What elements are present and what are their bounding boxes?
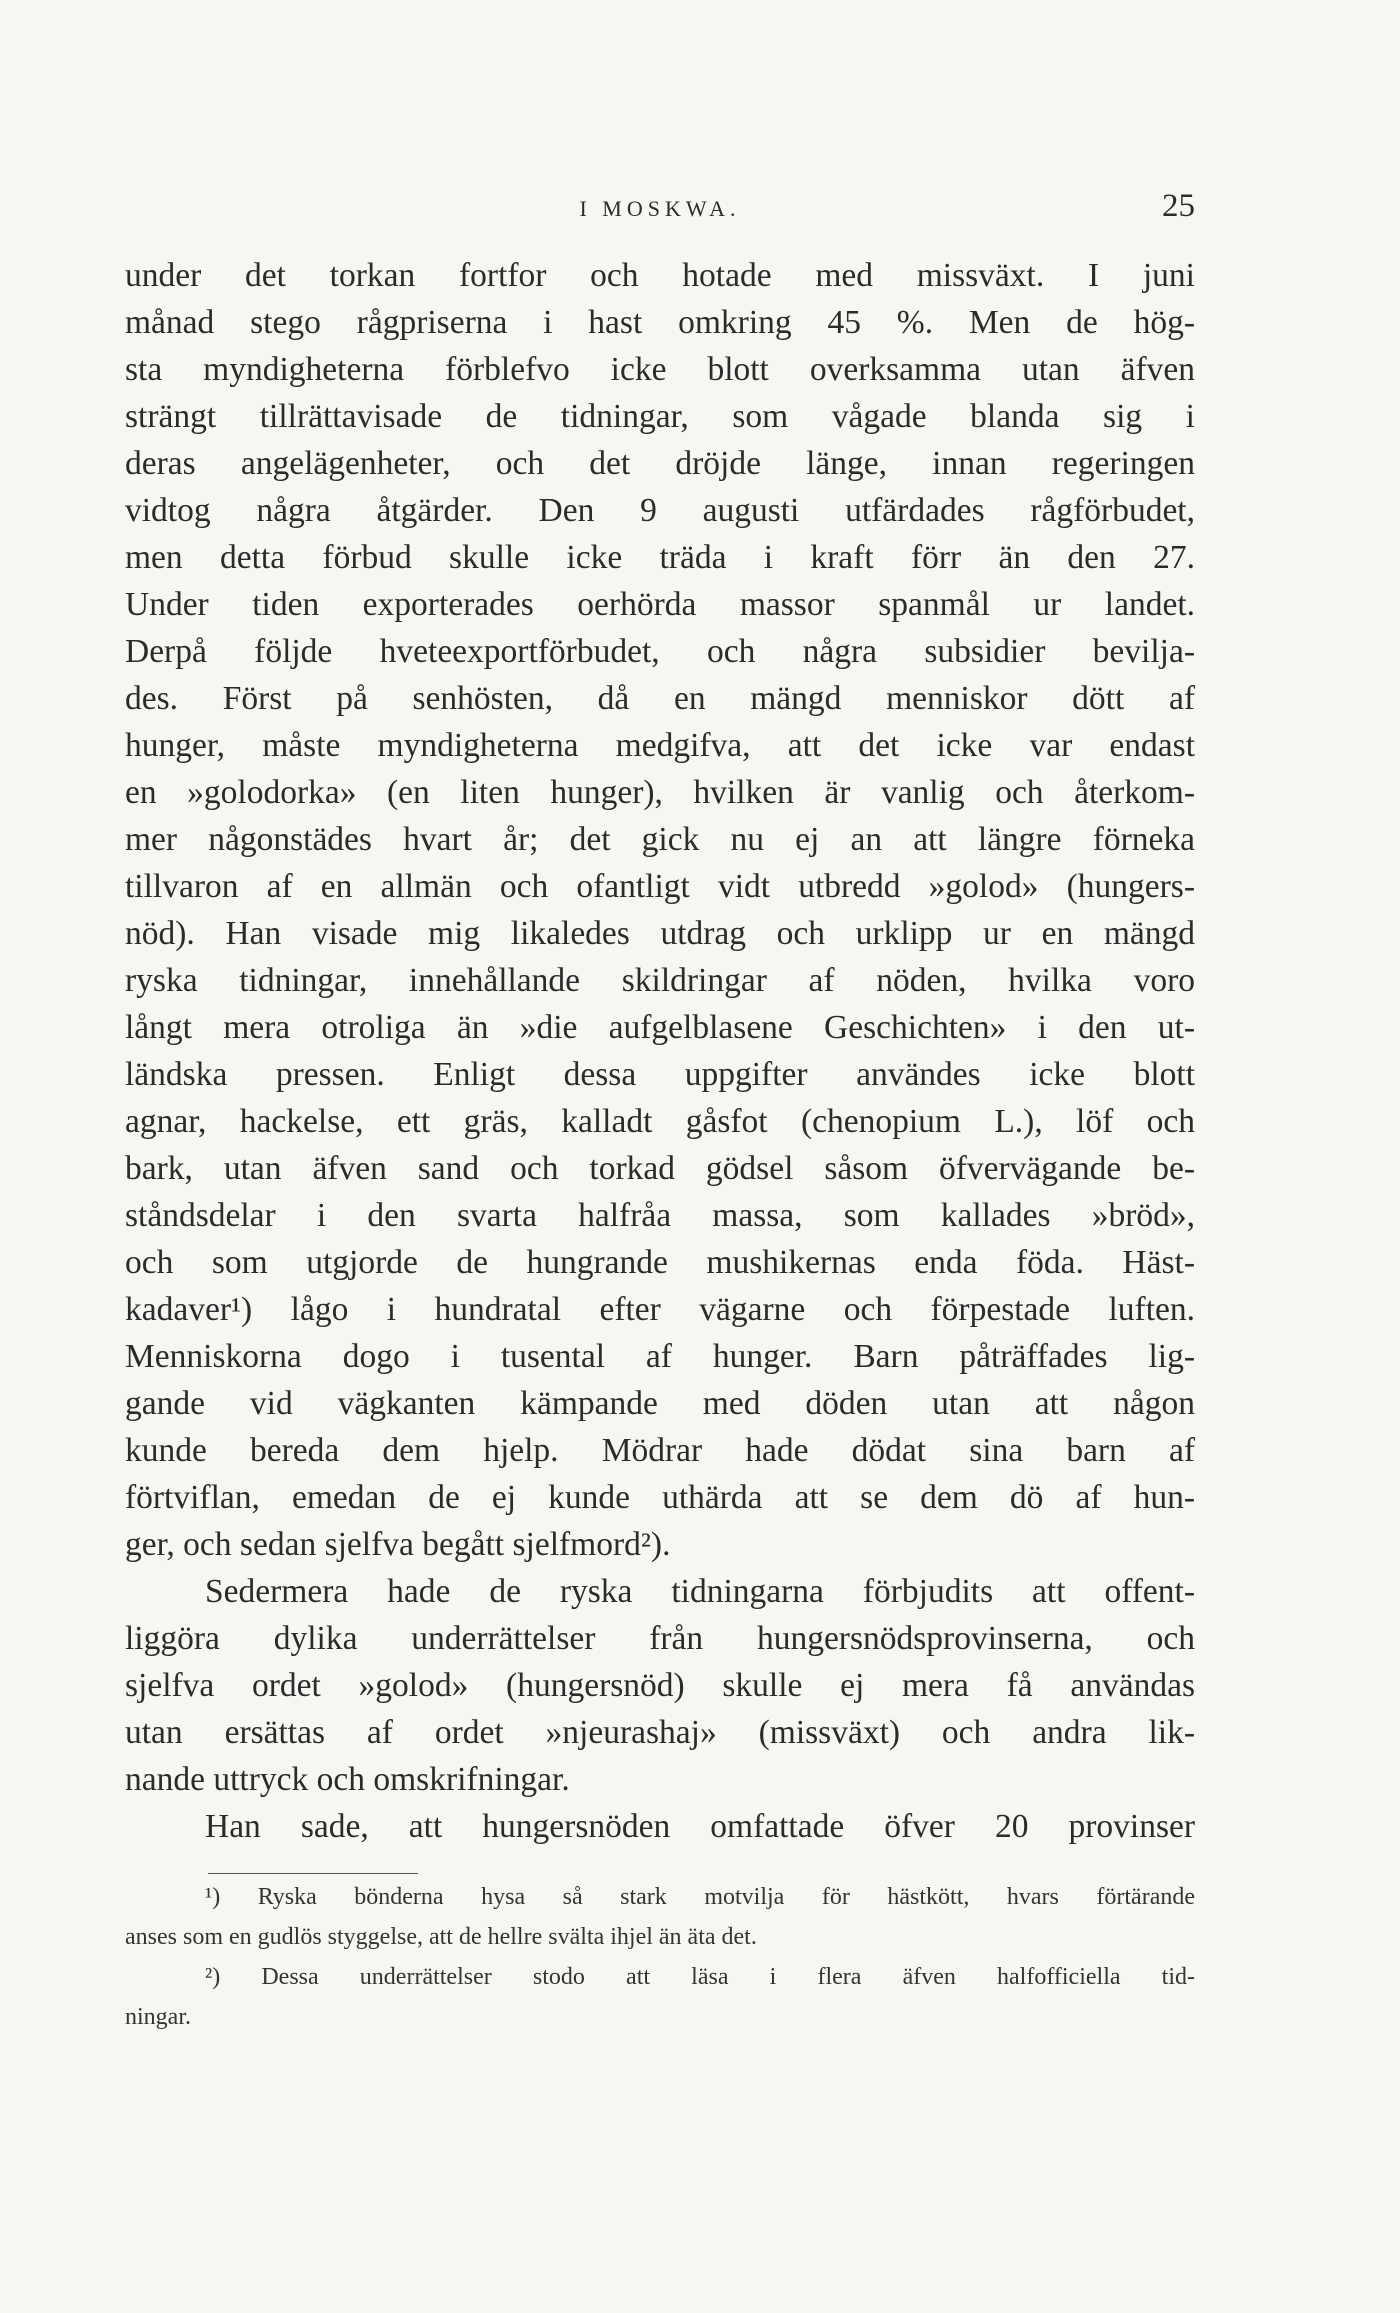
- body-line: hunger, måste myndigheterna medgifva, att det icke var endast: [125, 727, 1195, 764]
- body-line: Under tiden exporterades oerhörda massor spanmål ur landet.: [125, 586, 1195, 623]
- body-line: gande vid vägkanten kämpande med döden utan att någon: [125, 1385, 1195, 1422]
- body-line: sjelfva ordet »golod» (hungersnöd) skulle ej mera få användas: [125, 1667, 1195, 1704]
- body-line: kadaver¹) lågo i hundratal efter vägarne och förpestade luften.: [125, 1291, 1195, 1328]
- body-line: nande uttryck och omskrifningar.: [125, 1761, 570, 1798]
- body-line: långt mera otroliga än »die aufgelblasene Geschichten» i den ut-: [125, 1009, 1195, 1046]
- body-line: under det torkan fortfor och hotade med missväxt. I juni: [125, 257, 1195, 294]
- body-line: ger, och sedan sjelfva begått sjelfmord²).: [125, 1526, 671, 1563]
- body-line: des. Först på senhösten, då en mängd menniskor dött af: [125, 680, 1195, 717]
- body-line: ståndsdelar i den svarta halfråa massa, som kallades »bröd»,: [125, 1197, 1195, 1234]
- body-line: utan ersättas af ordet »njeurashaj» (missväxt) och andra lik-: [125, 1714, 1195, 1751]
- body-line: månad stego rågpriserna i hast omkring 45 %. Men de hög-: [125, 304, 1195, 341]
- body-line: sta myndigheterna förblefvo icke blott overksamma utan äfven: [125, 351, 1195, 388]
- body-line: tillvaron af en allmän och ofantligt vidt utbredd »golod» (hungers-: [125, 868, 1195, 905]
- body-line: bark, utan äfven sand och torkad gödsel såsom öfvervägande be-: [125, 1150, 1195, 1187]
- body-line: strängt tillrättavisade de tidningar, som vågade blanda sig i: [125, 398, 1195, 435]
- footnote-line: ²) Dessa underrättelser stodo att läsa i flera äfven halfofficiella tid-: [205, 1964, 1195, 1990]
- footnote-line: ningar.: [125, 2004, 191, 2030]
- body-line: Han sade, att hungersnöden omfattade öfver 20 provinser: [205, 1808, 1195, 1845]
- body-line: agnar, hackelse, ett gräs, kalladt gåsfot (chenopium L.), löf och: [125, 1103, 1195, 1140]
- body-line: en »golodorka» (en liten hunger), hvilken är vanlig och återkom-: [125, 774, 1195, 811]
- body-line: nöd). Han visade mig likaledes utdrag och urklipp ur en mängd: [125, 915, 1195, 952]
- footnote-line: anses som en gudlös styggelse, att de hellre svälta ihjel än äta det.: [125, 1924, 757, 1950]
- body-line: men detta förbud skulle icke träda i kraft förr än den 27.: [125, 539, 1195, 576]
- page-header: [125, 188, 1195, 228]
- body-line: vidtog några åtgärder. Den 9 augusti utfärdades rågförbudet,: [125, 492, 1195, 529]
- body-line: Derpå följde hveteexportförbudet, och några subsidier bevilja-: [125, 633, 1195, 670]
- body-line: förtviflan, emedan de ej kunde uthärda att se dem dö af hun-: [125, 1479, 1195, 1516]
- body-line: liggöra dylika underrättelser från hungersnödsprovinserna, och: [125, 1620, 1195, 1657]
- footnote-divider: [208, 1873, 418, 1874]
- running-title: I MOSKWA.: [579, 196, 741, 221]
- body-line: deras angelägenheter, och det dröjde länge, innan regeringen: [125, 445, 1195, 482]
- body-line: mer någonstädes hvart år; det gick nu ej an att längre förneka: [125, 821, 1195, 858]
- body-line: ryska tidningar, innehållande skildringar af nöden, hvilka voro: [125, 962, 1195, 999]
- body-line: kunde bereda dem hjelp. Mödrar hade dödat sina barn af: [125, 1432, 1195, 1469]
- footnote-line: ¹) Ryska bönderna hysa så stark motvilja för hästkött, hvars förtärande: [205, 1884, 1195, 1910]
- body-line: Sedermera hade de ryska tidningarna förbjudits att offent-: [205, 1573, 1195, 1610]
- page-number: 25: [1162, 188, 1195, 224]
- body-line: ländska pressen. Enligt dessa uppgifter användes icke blott: [125, 1056, 1195, 1093]
- body-line: Menniskorna dogo i tusental af hunger. Barn påträffades lig-: [125, 1338, 1195, 1375]
- body-line: och som utgjorde de hungrande mushikernas enda föda. Häst-: [125, 1244, 1195, 1281]
